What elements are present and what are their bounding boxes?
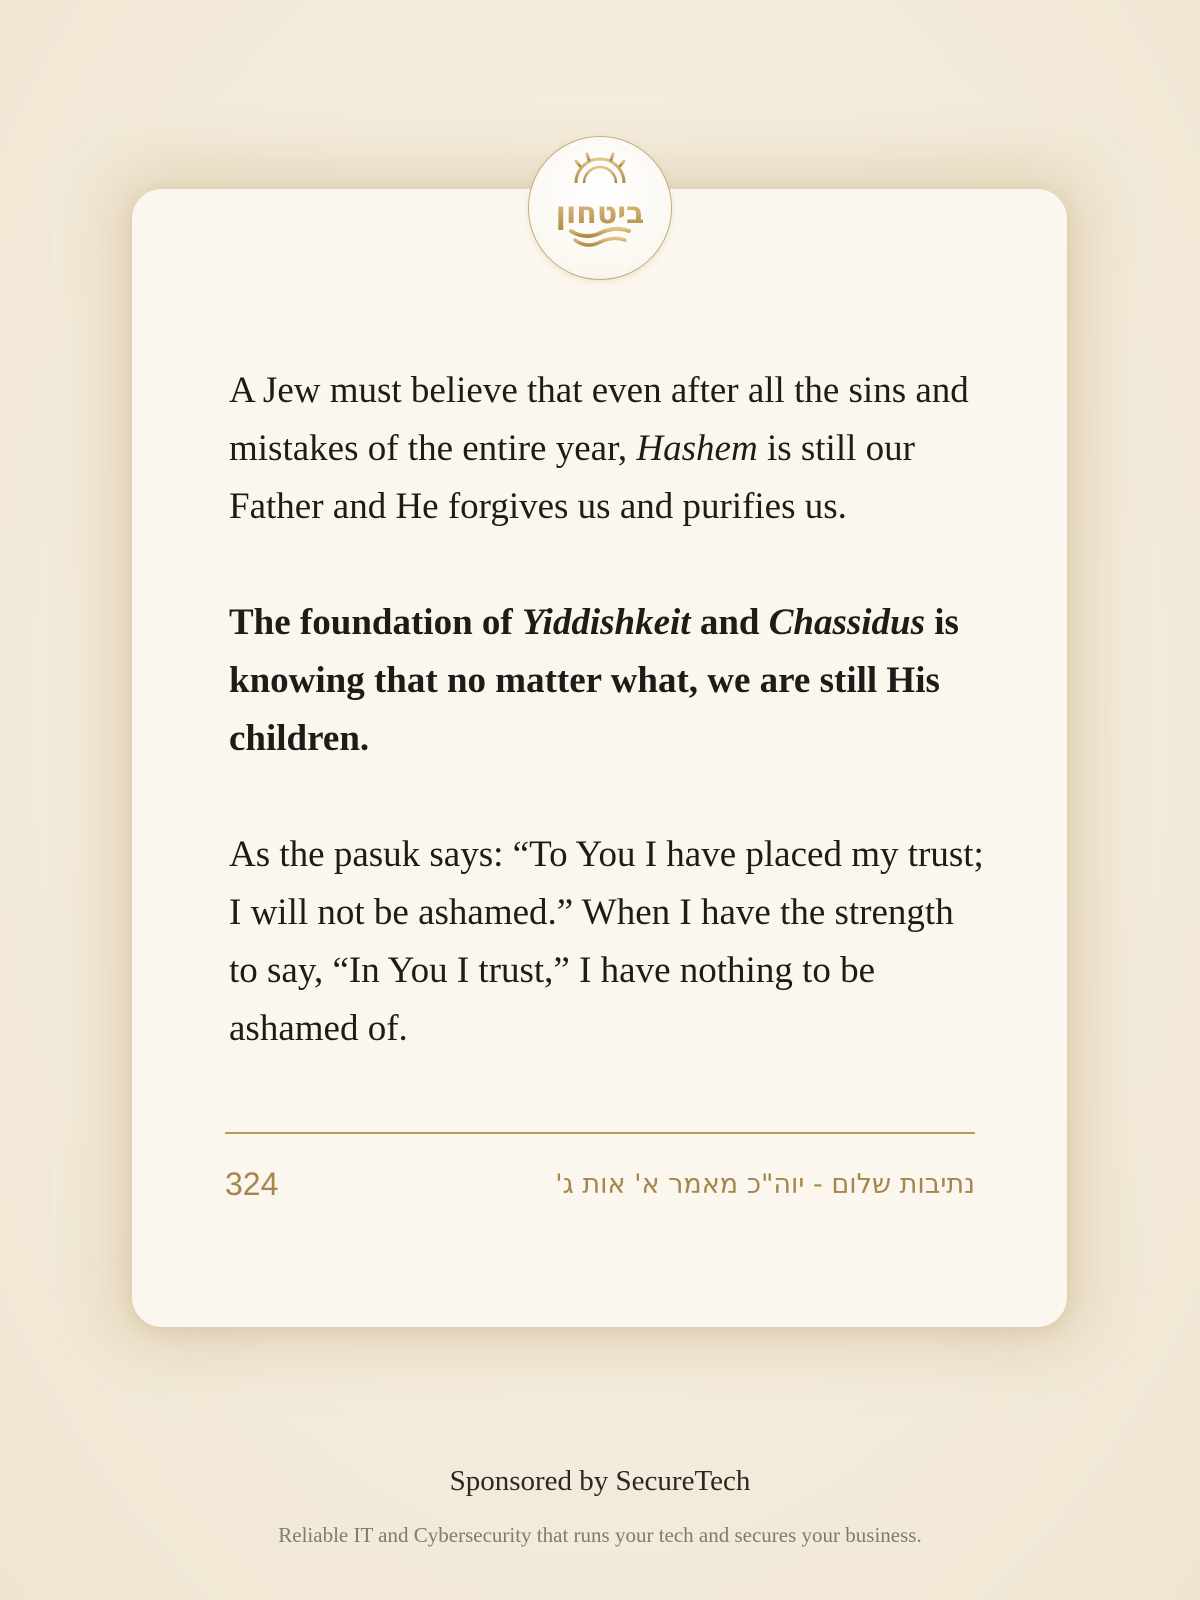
footer-divider <box>225 1132 975 1134</box>
page-number: 324 <box>225 1166 279 1202</box>
quote-paragraph-3: As the pasuk says: “To You I have placed my trust; I will not be ashamed.” When I have the strength to say, “In You I trust,” I have nothing to be ashamed of. <box>229 834 984 1049</box>
emphasis-yiddishkeit: Yiddishkeit <box>521 602 691 643</box>
svg-text:ביטחון: ביטחון <box>555 196 645 231</box>
emphasis-chassidus: Chassidus <box>768 602 926 643</box>
quote-body <box>229 362 989 1058</box>
sponsor-tagline: Reliable IT and Cybersecurity that runs your tech and secures your business. <box>278 1523 922 1547</box>
sponsor-title: Sponsored by SecureTech <box>449 1465 751 1497</box>
emphasis-hashem: Hashem <box>636 428 758 469</box>
quote-paragraph-1: A Jew must believe that even after all the sins and mistakes of the entire year, Hashem is still our Father and He forgives us and purifies us. <box>229 370 969 527</box>
logo-badge <box>528 136 672 280</box>
source-citation: נתיבות שלום - יוה"כ מאמר א' אות ג' <box>555 1169 975 1200</box>
quote-paragraph-2: The foundation of Yiddishkeit and Chassidus is knowing that no matter what, we are still His children. <box>229 602 959 759</box>
bitachon-logo-icon <box>529 137 671 279</box>
